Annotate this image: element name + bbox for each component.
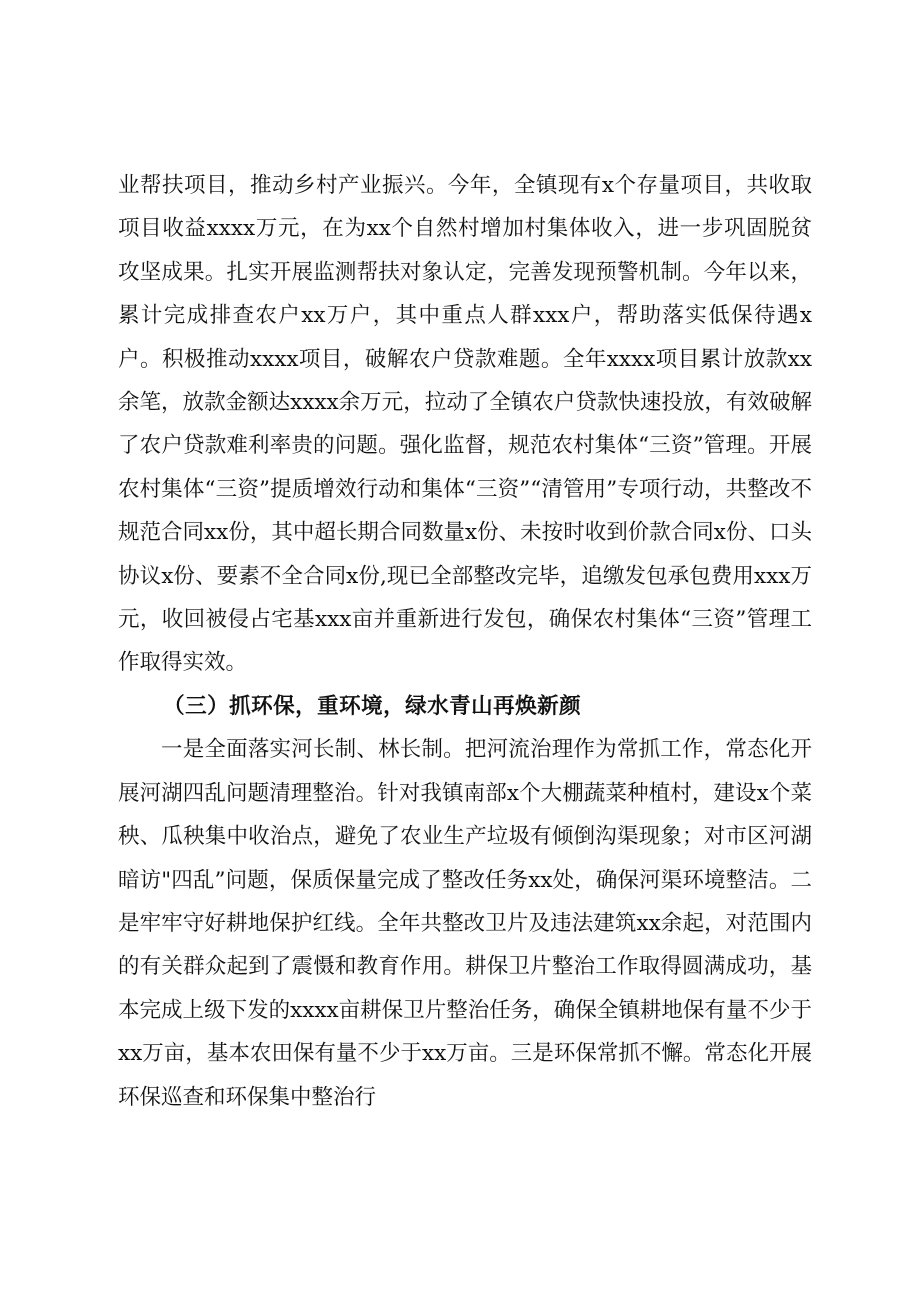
document-body <box>118 164 812 1119</box>
body-paragraph: 一是全面落实河长制、林长制。把河流治理作为常抓工作，常态化开展河湖四乱问题清理整治。针对我镇南部x个大棚蔬菜种植村，建设x个菜秧、瓜秧集中收治点，避免了农业生产垃圾有倾倒沟渠现象；对市区河湖暗访"四乱”问题，保质保量完成了整改任务xx处，确保河渠环境整洁。二是牢牢守好耕地保护红线。全年共整改卫片及违法建筑xx余起，对范围内的有关群众起到了震慑和教育作用。耕保卫片整治工作取得圆满成功，基本完成上级下发的xxxx亩耕保卫片整治任务，确保全镇耕地保有量不少于xx万亩，基本农田保有量不少于xx万亩。三是环保常抓不懈。常态化开展环保巡查和环保集中整治行 <box>118 737 812 1110</box>
body-paragraph-continued: 业帮扶项目，推动乡村产业振兴。今年，全镇现有x个存量项目，共收取项目收益xxxx万元，在为xx个自然村增加村集体收入，进一步巩固脱贫攻坚成果。扎实开展监测帮扶对象认定，完善发现预警机制。今年以来，累计完成排查农户xx万户，其中重点人群xxx户，帮助落实低保待遇x户。积极推动xxxx项目，破解农户贷款难题。全年xxxx项目累计放款xx余笔，放款金额达xxxx余万元，拉动了全镇农户贷款快速投放，有效破解了农户贷款难利率贵的问题。强化监督，规范农村集体“三资”管理。开展农村集体“三资”提质增效行动和集体“三资”“清管用”专项行动，共整改不规范合同xx份，其中超长期合同数量x份、未按时收到价款合同x份、口头协议x份、要素不全合同x份,现已全部整改完毕，追缴发包承包费用xxx万元，收回被侵占宅基xxx亩并重新进行发包，确保农村集体“三资”管理工作取得实效。 <box>118 173 812 676</box>
section-heading: （三）抓环保，重环境，绿水青山再焕新颜 <box>163 693 582 719</box>
